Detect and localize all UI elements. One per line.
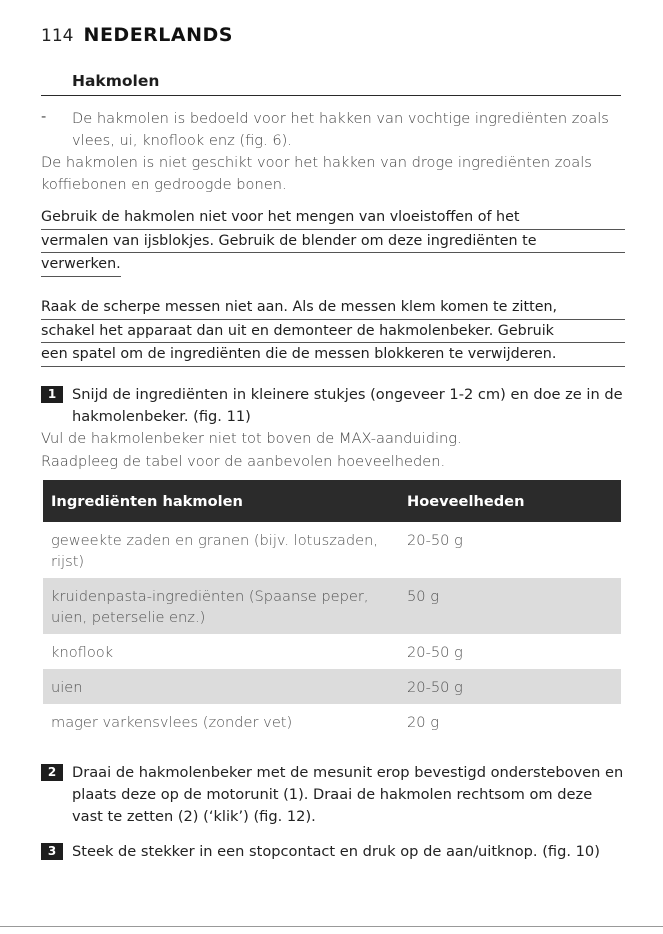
table-row <box>43 669 621 704</box>
step-text: Snijd de ingrediënten in kleinere stukjes (ongeveer 1-2 cm) en doe ze in de hakmolenbeker. (fig. 11) <box>72 386 623 425</box>
table-row <box>43 578 621 634</box>
warning-line: schakel het apparaat dan uit en demonteer de hakmolenbeker. Gebruik <box>41 320 625 344</box>
step-number-badge: 2 <box>41 764 63 781</box>
warning-line: Raak de scherpe messen niet aan. Als de messen klem komen te zitten, <box>41 296 625 320</box>
paragraph-not-suitable: De hakmolen is niet geschikt voor het hakken van droge ingrediënten zoals koffiebonen en gedroogde bonen. <box>41 154 592 193</box>
quantity-cell: 20-50 g <box>407 644 463 661</box>
section-divider <box>41 95 621 96</box>
quantity-cell: 20 g <box>407 714 439 731</box>
step-number-badge: 3 <box>41 843 63 860</box>
table-row <box>43 704 621 739</box>
quantity-cell: 50 g <box>399 578 621 634</box>
bullet-text: De hakmolen is bedoeld voor het hakken van vochtige ingrediënten zoals vlees, ui, knoflook enz (fig. 6). <box>72 110 609 149</box>
column-header-ingredients: Ingrediënten hakmolen <box>43 480 399 522</box>
step-2 <box>41 762 626 828</box>
step-1 <box>41 384 626 428</box>
warning-line: verwerken. <box>41 253 121 277</box>
quantity-cell: 20-50 g <box>407 532 463 549</box>
warning-line: Gebruik de hakmolen niet voor het mengen van vloeistoffen of het <box>41 206 625 230</box>
column-header-quantities: Hoeveelheden <box>399 480 621 522</box>
ingredient-cell: knoflook <box>51 644 114 661</box>
ingredient-cell: kruidenpasta-ingrediënten (Spaanse peper, uien, peterselie enz.) <box>43 578 399 634</box>
page-number: 114 <box>41 26 74 46</box>
step-text: Steek de stekker in een stopcontact en druk op de aan/uitknop. (fig. 10) <box>72 843 600 860</box>
bullet-dash: - <box>41 108 47 125</box>
ingredient-cell: geweekte zaden en granen (bijv. lotuszaden, rijst) <box>51 532 378 570</box>
warning-line: een spatel om de ingrediënten die de messen blokkeren te verwijderen. <box>41 343 625 367</box>
paragraph-max-level: Vul de hakmolenbeker niet tot boven de MAX-aanduiding. <box>41 430 462 447</box>
table-header-row <box>43 480 621 522</box>
warning-line: vermalen van ijsblokjes. Gebruik de blender om deze ingrediënten te <box>41 230 625 254</box>
warning-blades <box>41 296 625 367</box>
step-number-badge: 1 <box>41 386 63 403</box>
footer-divider <box>0 926 663 927</box>
table-row <box>43 522 621 578</box>
step-text: Draai de hakmolenbeker met de mesunit erop bevestigd ondersteboven en plaats deze op de motorunit (1). Draai de hakmolen rechtsom om deze vast te zetten (2) (‘klik’) (fig. 12). <box>72 764 624 825</box>
section-title: Hakmolen <box>72 72 160 90</box>
ingredient-cell: mager varkensvlees (zonder vet) <box>51 714 293 731</box>
ingredient-cell: uien <box>43 669 399 704</box>
table-row <box>43 634 621 669</box>
quantity-cell: 20-50 g <box>399 669 621 704</box>
language-heading: NEDERLANDS <box>83 24 233 46</box>
warning-liquids <box>41 206 625 277</box>
quantities-table <box>43 480 621 739</box>
paragraph-see-table: Raadpleeg de tabel voor de aanbevolen hoeveelheden. <box>41 453 446 470</box>
page-header <box>41 24 233 46</box>
step-3 <box>41 841 626 863</box>
